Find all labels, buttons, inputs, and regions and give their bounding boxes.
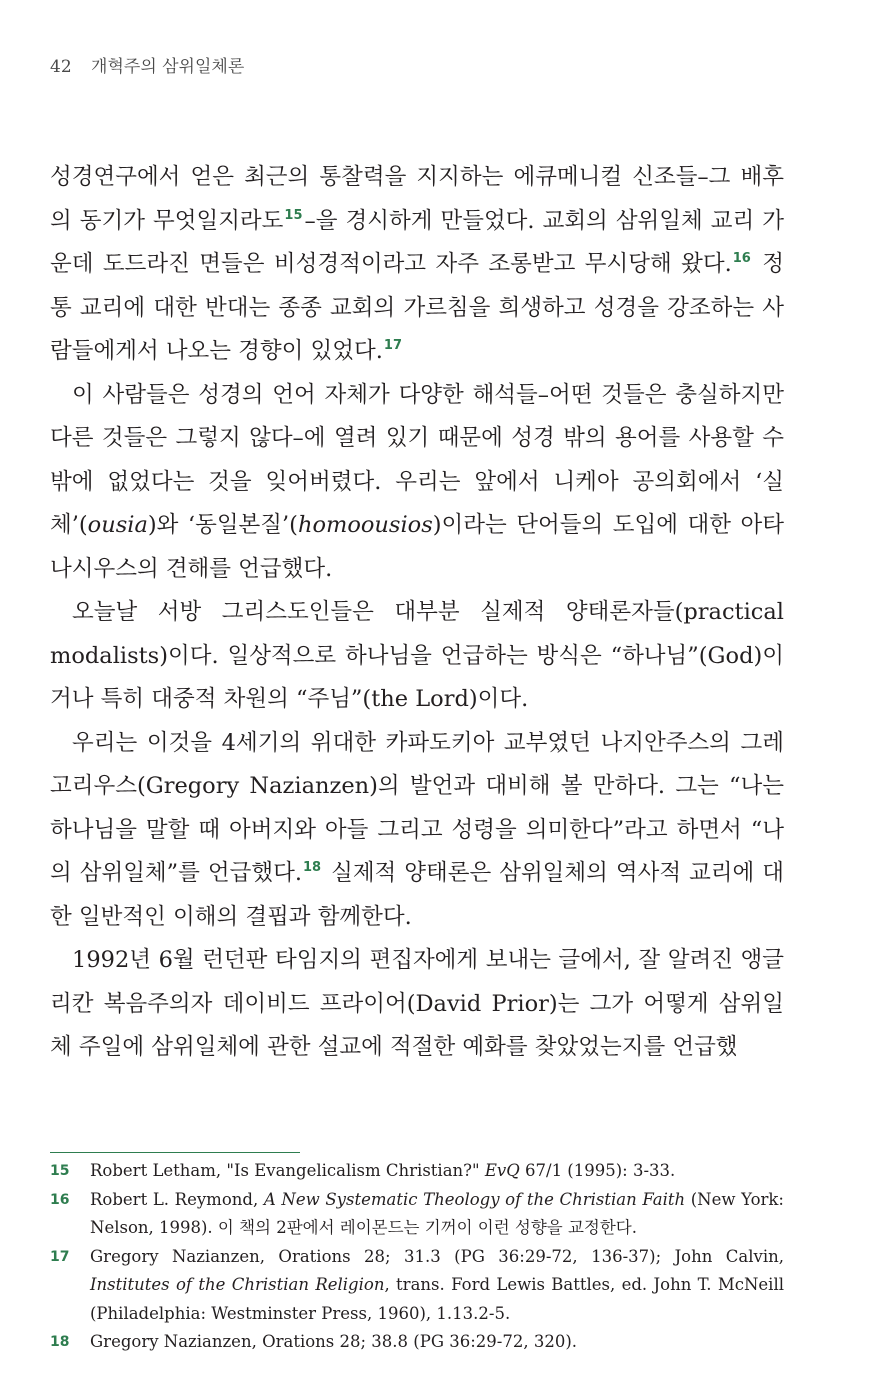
footnote-16 (50, 1186, 784, 1243)
footnote-number: 17 (50, 1248, 70, 1265)
footnote-text (90, 1186, 784, 1243)
footnote-number: 15 (50, 1163, 70, 1179)
running-head (50, 52, 244, 77)
paragraph-text: )이라는 단어들의 도입에 대한 아타나시우스의 견해를 언급했다. (50, 512, 784, 582)
footnote-15 (50, 1157, 784, 1186)
running-head-title: 개혁주의 삼위일체론 (91, 57, 245, 77)
footnote-number: 18 (50, 1334, 70, 1350)
paragraph-text: 정통 교리에 대한 반대는 종종 교회의 가르침을 희생하고 성경을 강조하는 사람들에게서 나오는 경향이 있었다. (50, 251, 784, 364)
paragraph-text: 우리는 이것을 4세기의 위대한 카파도키아 교부였던 나지안주스의 그레고리우스(Gregory Nazianzen)의 발언과 대비해 볼 만하다. 그는 “나는 하나님을 말할 때 아버지와 아들 그리고 성령을 의미한다”라고 하면서 “나의 삼위일체”를 언급했다. (50, 729, 784, 886)
footnote-italic-title: A New Systematic Theology of the Christian Faith (263, 1189, 686, 1209)
footnote-text (90, 1243, 784, 1329)
footnote-text-part: Robert L. Reymond, (90, 1189, 264, 1209)
footnote-ref-15[interactable]: 15 (284, 207, 303, 223)
footnote-text-part: Gregory Nazianzen, Orations 28; 31.3 (PG 36:29-72, 136-37); John Calvin, (90, 1246, 784, 1266)
footnote-number: 16 (50, 1191, 70, 1208)
paragraph-text: )와 ‘동일본질’( (147, 512, 298, 538)
paragraph-3 (50, 591, 784, 722)
paragraph-4 (50, 722, 784, 940)
footnotes (50, 1157, 784, 1357)
italic-term-homoousios: homoousios (297, 512, 433, 538)
paragraph-2 (50, 374, 784, 592)
footnote-text-part: Robert Letham, "Is Evangelicalism Christian?" (90, 1161, 485, 1180)
footnote-text-part: , trans. Ford Lewis Battles, ed. John T. McNeill (Philadelphia: Westminster Press, 1960), 1.13.2-5. (90, 1275, 784, 1323)
footnote-ref-16[interactable]: 16 (732, 251, 751, 266)
footnote-italic-title: EvQ (484, 1161, 520, 1180)
page-number: 42 (50, 57, 72, 77)
italic-term-ousia: ousia (87, 512, 148, 538)
paragraph-text: 오늘날 서방 그리스도인들은 대부분 실제적 양태론자들(practical modalists)이다. 일상적으로 하나님을 언급하는 방식은 “하나님”(God)이거나 특히 대중적 차원의 “주님”(the Lord)이다. (50, 599, 784, 712)
footnote-italic-title: Institutes of the Christian Religion (90, 1275, 385, 1294)
paragraph-text: 성경연구에서 얻은 최근의 통찰력을 지지하는 에큐메니컬 신조들–그 배후의 동기가 무엇일지라도 (50, 164, 784, 234)
footnote-text (90, 1157, 784, 1186)
paragraph-text: 1992년 6월 런던판 타임지의 편집자에게 보내는 글에서, 잘 알려진 앵글리칸 복음주의자 데이비드 프라이어(David Prior)는 그가 어떻게 삼위일체 주일에 삼위일체에 관한 설교에 적절한 예화를 찾았었는지를 언급했 (50, 947, 784, 1060)
footnote-text-part: 67/1 (1995): 3-33. (519, 1161, 676, 1180)
footnote-ref-17[interactable]: 17 (383, 338, 402, 353)
footnote-text-part: Gregory Nazianzen, Orations 28; 38.8 (PG 36:29-72, 320). (90, 1332, 578, 1351)
paragraph-text: 이 사람들은 성경의 언어 자체가 다양한 해석들–어떤 것들은 충실하지만 다른 것들은 그렇지 않다–에 열려 있기 때문에 성경 밖의 용어를 사용할 수밖에 없었다는 것을 잊어버렸다. 우리는 앞에서 니케아 공의회에서 ‘실체’( (50, 381, 784, 538)
body-text (50, 156, 784, 1070)
footnote-ref-18[interactable]: 18 (303, 860, 322, 875)
paragraph-1 (50, 156, 784, 374)
paragraph-text: 실제적 양태론은 삼위일체의 역사적 교리에 대한 일반적인 이해의 결핍과 함께한다. (50, 860, 784, 930)
paragraph-text: –을 경시하게 만들었다. 교회의 삼위일체 교리 가운데 도드라진 면들은 비성경적이라고 자주 조롱받고 무시당해 왔다. (50, 207, 785, 277)
footnote-text (90, 1328, 784, 1357)
footnote-divider (50, 1152, 300, 1153)
footnote-18 (50, 1328, 784, 1357)
footnote-17 (50, 1243, 784, 1329)
footnote-text-part: (New York: Nelson, 1998). 이 책의 2판에서 레이몬드는 기꺼이 이런 성향을 교정한다. (90, 1189, 784, 1237)
paragraph-5 (50, 939, 784, 1070)
